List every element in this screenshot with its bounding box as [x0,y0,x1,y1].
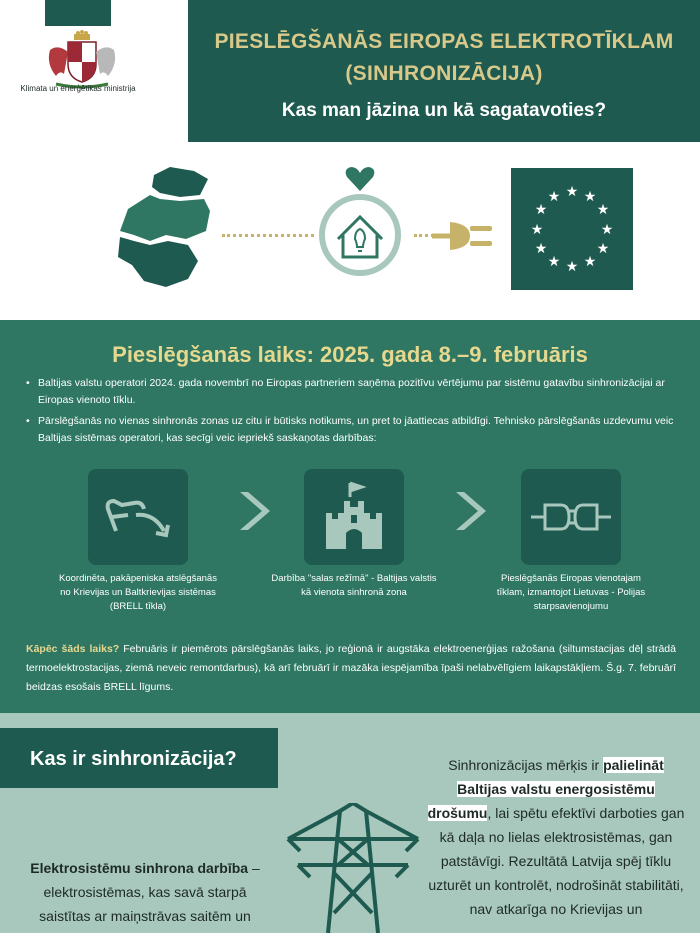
sync-definition [20,856,270,928]
svg-text:★: ★ [565,258,579,274]
why-label: Kāpēc šāds laiks? [26,643,120,655]
eu-stars-icon [511,168,633,290]
svg-text:★: ★ [547,253,561,269]
sync-goal-pre: Sinhronizācijas mērķis ir [448,757,604,773]
sync-section [0,713,700,933]
page-title-sub: (SINHRONIZĀCIJA) [345,62,543,85]
chevron-right-icon [232,488,272,534]
page-title: PIESLĒGŠANĀS EIROPAS ELEKTROTĪKLAM [214,30,674,53]
coat-of-arms-icon [44,30,120,90]
plug-icon [428,204,498,264]
page-subtitle: Kas man jāzina un kā sagatavoties? [281,100,607,121]
bullet-item: • Pārslēgšanās no vienas sinhronās zonas uz citu ir būtisks notikums, un pret to jāattiecas atbildīgi. Tehnisko pārslēgšanās uzdevumu veic Baltijas sistēmas operatori, kas secīgi veic iepriekš saskaņotas darbības: [26,413,676,447]
svg-text:★: ★ [565,183,579,199]
sync-definition-term: Elektrosistēmu sinhrona darbība [30,860,249,876]
svg-text:★: ★ [534,240,548,256]
chevron-right-icon [448,488,488,534]
svg-text:★: ★ [547,188,561,204]
connector-dots-left [222,234,314,237]
smart-home-icon [305,163,415,283]
header [0,0,700,320]
svg-text:★: ★ [530,221,544,237]
sync-goal-highlight: drošumu [427,805,488,821]
sync-definition-text: – elektrosistēmas, kas savā starpā saistītas ar maiņstrāvas saitēm un [39,860,260,924]
svg-text:★: ★ [583,253,597,269]
sync-goal [425,753,687,921]
sync-goal-highlight: Baltijas valstu energosistēmu [457,781,655,797]
timeline-section [0,320,700,713]
logo-tab [45,0,111,26]
bullet-item: • Baltijas valstu operatori 2024. gada novembrī no Eiropas partneriem saņēma pozitīvu vērtējumu par sistēmu gatavību sinhronizācijai ar Eiropas vienoto tīklu. [26,375,676,409]
power-tower-icon [278,803,428,933]
castle-icon [304,469,404,565]
why-paragraph [26,640,676,697]
title-box [188,0,700,142]
timeline-bullets [26,375,676,451]
sync-title-tab [0,728,278,788]
step-3-box [521,469,621,565]
disconnect-icon [88,469,188,565]
baltic-map-icon [110,165,220,290]
sync-title: Kas ir sinhronizācija? [30,748,237,770]
svg-text:★: ★ [596,240,610,256]
ministry-name: Klimata un enerģētikas ministrija [20,84,136,93]
step-1-box [88,469,188,565]
svg-text:★: ★ [596,201,610,217]
timeline-title: Pieslēgšanās laiks: 2025. gada 8.–9. februāris [112,342,588,367]
step-1-caption: Koordinēta, pakāpeniska atslēgšanās no Krievijas un Baltkrievijas sistēmas (BRELL tīkla) [59,573,217,612]
eu-flag [511,168,633,290]
svg-text:★: ★ [534,201,548,217]
svg-text:★: ★ [600,221,614,237]
step-2-box [304,469,404,565]
step-3-caption: Pieslēgšanās Eiropas vienotajam tīklam, izmantojot Lietuvas - Polijas starpsavienojumu [496,573,646,612]
step-2-caption: Darbība "salas režīmā" - Baltijas valstis kā vienota sinhronā zona [271,573,437,598]
why-text: Februāris ir piemērots pārslēgšanās laiks, jo reģionā ir augstāka elektroenerģijas ražošana (siltumstacijas dēļ strādā termoelektrostacijas, ziemā neveic remontdarbus), kā arī februārī ir mazāka iespējamība īpaši nelabvēlīgiem laikapstākļiem. Š.g. 7. februārī beidzas esošais BRELL līgums. [26,643,676,693]
sync-goal-text: , lai spētu efektīvi darboties gan kā daļa no lielas elektrosistēmas, gan patstāvīgi. Rezultātā Latvija spēj tīklu uzturēt un kontrolēt, nodrošināt stabilitāti, nav atkarīga no Krievijas un [428,805,685,917]
sync-goal-highlight: palielināt [603,757,664,773]
svg-text:★: ★ [583,188,597,204]
connect-plug-icon [521,469,621,565]
